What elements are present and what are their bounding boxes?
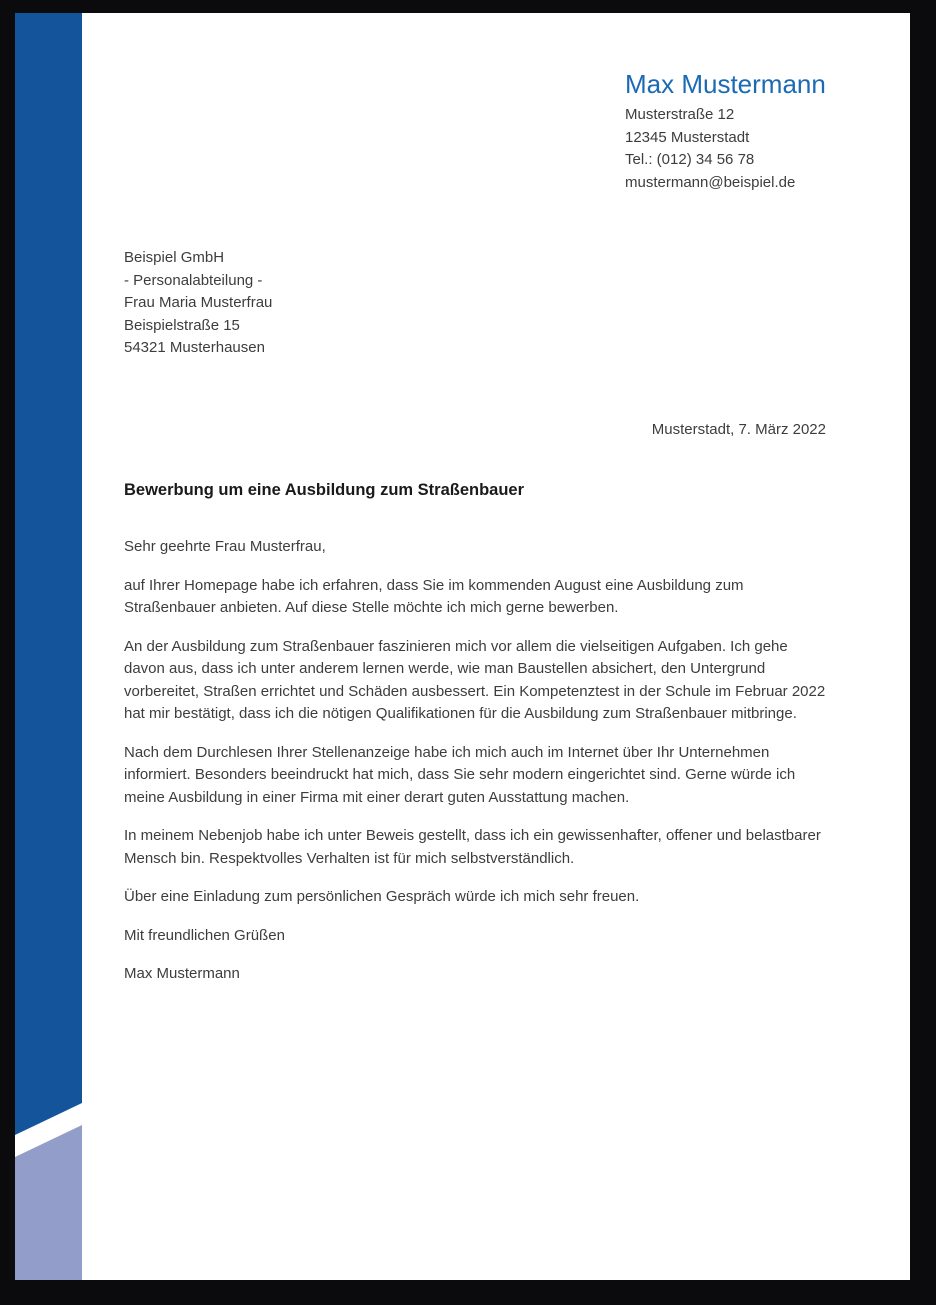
sidebar-dark-blue-bar [15, 13, 82, 1280]
paragraph-3: Nach dem Durchlesen Ihrer Stellenanzeige habe ich mich auch im Internet über Ihr Unternehmen informiert. Besonders beeindruckt hat mich, dass Sie sehr modern eingerichtet sind. Gerne würde ich meine Ausbildung in einer Firma mit einer derart guten Ausstattung machen. [124, 743, 796, 806]
recipient-city: 54321 Musterhausen [124, 339, 265, 356]
recipient-street: Beispielstraße 15 [124, 316, 240, 334]
sender-email: mustermann@beispiel.de [625, 173, 796, 191]
sender-street: Musterstraße 12 [625, 106, 735, 123]
sender-name: Max Mustermann [625, 69, 826, 99]
paragraph-5: Über eine Einladung zum persönlichen Gespräch würde ich mich sehr freuen. [124, 888, 640, 905]
sender-block [625, 68, 826, 194]
salutation: Sehr geehrte Frau Musterfrau, [124, 538, 326, 555]
sender-phone: Tel.: (012) 34 56 78 [625, 151, 755, 168]
recipient-company: Beispiel GmbH [124, 249, 225, 266]
signature-name: Max Mustermann [124, 965, 240, 982]
paragraph-4: In meinem Nebenjob habe ich unter Beweis gestellt, dass ich ein gewissenhafter, offener und belastbarer Mensch bin. Respektvolles Verhalten ist für mich selbstverständlich. [124, 827, 821, 867]
recipient-contact: Frau Maria Musterfrau [124, 294, 273, 311]
recipient-block [124, 247, 272, 360]
closing-line: Mit freundlichen Grüßen [124, 926, 285, 944]
paragraph-1: auf Ihrer Homepage habe ich erfahren, dass Sie im kommenden August eine Ausbildung zum Straßenbauer anbieten. Auf diese Stelle möchte ich mich gerne bewerben. [124, 576, 744, 616]
paragraph-2: An der Ausbildung zum Straßenbauer faszinieren mich vor allem die vielseitigen Aufgaben. Ich gehe davon aus, dass ich unter anderem lernen werde, wie man Baustellen absichert, den Untergrund vorbereitet, Straßen errichtet und Schäden ausbessert. Ein Kompetenztest in der Schule im Februar 2022 hat mir bestätigt, dass ich die nötigen Qualifikationen für die Ausbildung zum Straßenbauer mitbringe. [124, 637, 826, 722]
recipient-department: - Personalabteilung - [124, 271, 263, 289]
letter-body [124, 536, 828, 1002]
subject-line: Bewerbung um eine Ausbildung zum Straßenbauer [124, 481, 525, 499]
sender-city: 12345 Musterstadt [625, 128, 750, 146]
date-line: Musterstadt, 7. März 2022 [651, 421, 826, 438]
letter-sheet [15, 13, 910, 1280]
accent-sidebar [15, 13, 82, 1280]
